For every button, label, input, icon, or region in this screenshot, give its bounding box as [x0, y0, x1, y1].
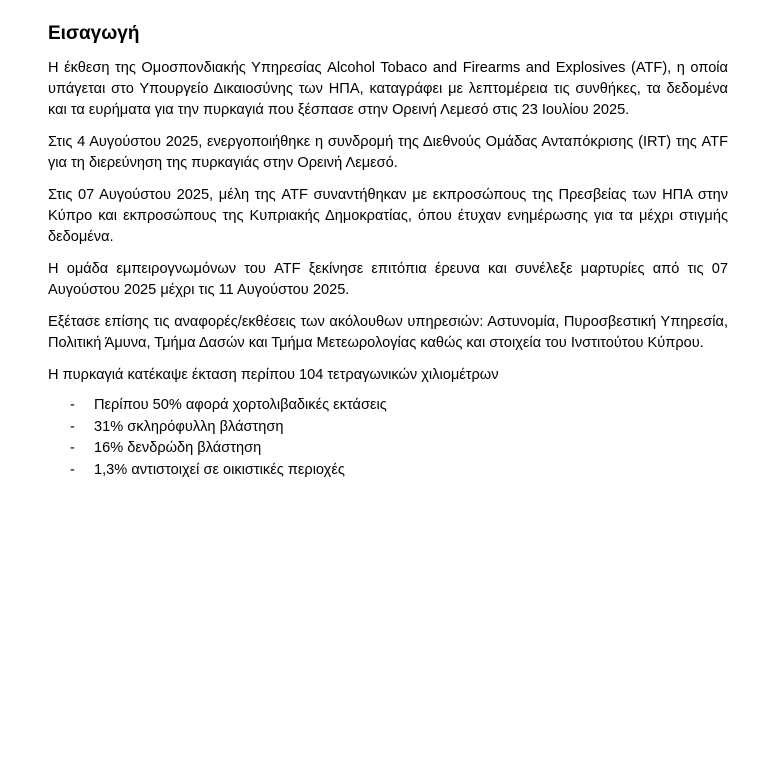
bullet-marker: -	[70, 461, 75, 478]
list-item-text: 31% σκληρόφυλλη βλάστηση	[94, 418, 284, 435]
paragraph-agency-reports: Εξέτασε επίσης τις αναφορές/εκθέσεις των ακόλουθων υπηρεσιών: Αστυνομία, Πυροσβεστική Υπηρεσία, Πολιτική Άμυνα, Τμήμα Δασών και Τμήμα Μετεωρολογίας καθώς και στοιχεία του Ινστιτούτου Κύπρου.	[48, 314, 728, 351]
burned-area-breakdown-list	[48, 395, 728, 481]
paragraph-embassy-meeting: Στις 07 Αυγούστου 2025, μέλη της ATF συναντήθηκαν με εκπροσώπους της Πρεσβείας των ΗΠΑ στην Κύπρο και εκπροσώπους της Κυπριακής Δημοκρατίας, όπου έτυχαν ενημέρωσης για τα μέχρι στιγμής δεδομένα.	[48, 187, 728, 245]
paragraph-irt-activation: Στις 4 Αυγούστου 2025, ενεργοποιήθηκε η συνδρομή της Διεθνούς Ομάδας Ανταπόκρισης (IRT) της ATF για τη διερεύνηση της πυρκαγιάς στην Ορεινή Λεμεσό.	[48, 134, 728, 171]
document-page	[48, 22, 728, 481]
paragraph-field-investigation: Η ομάδα εμπειρογνωμόνων του ATF ξεκίνησε επιτόπια έρευνα και συνέλεξε μαρτυρίες από τις 07 Αυγούστου 2025 μέχρι τις 11 Αυγούστου 2025.	[48, 261, 728, 298]
list-item-text: Περίπου 50% αφορά χορτολιβαδικές εκτάσεις	[94, 397, 387, 413]
paragraph-burned-area: Η πυρκαγιά κατέκαψε έκταση περίπου 104 τετραγωνικών χιλιομέτρων	[48, 367, 499, 383]
paragraph-report-intro: Η έκθεση της Ομοσπονδιακής Υπηρεσίας Alcohol Tobaco and Firearms and Explosives (ATF), η οποία υπάγεται στο Υπουργείο Δικαιοσύνης των ΗΠΑ, καταγράφει με λεπτομέρεια τις συνθήκες, τα δεδομένα και τα ευρήματα για την πυρκαγιά που ξέσπασε στην Ορεινή Λεμεσό στις 23 Ιουλίου 2025.	[48, 60, 728, 118]
list-item-text: 1,3% αντιστοιχεί σε οικιστικές περιοχές	[94, 461, 345, 478]
bullet-marker: -	[70, 397, 75, 413]
bullet-marker: -	[70, 418, 75, 435]
list-item	[48, 417, 728, 439]
list-item	[48, 395, 728, 417]
bullet-marker: -	[70, 440, 75, 456]
list-item-text: 16% δενδρώδη βλάστηση	[94, 440, 262, 456]
list-item	[48, 460, 728, 482]
section-heading: Εισαγωγή	[48, 23, 140, 44]
list-item	[48, 438, 728, 460]
